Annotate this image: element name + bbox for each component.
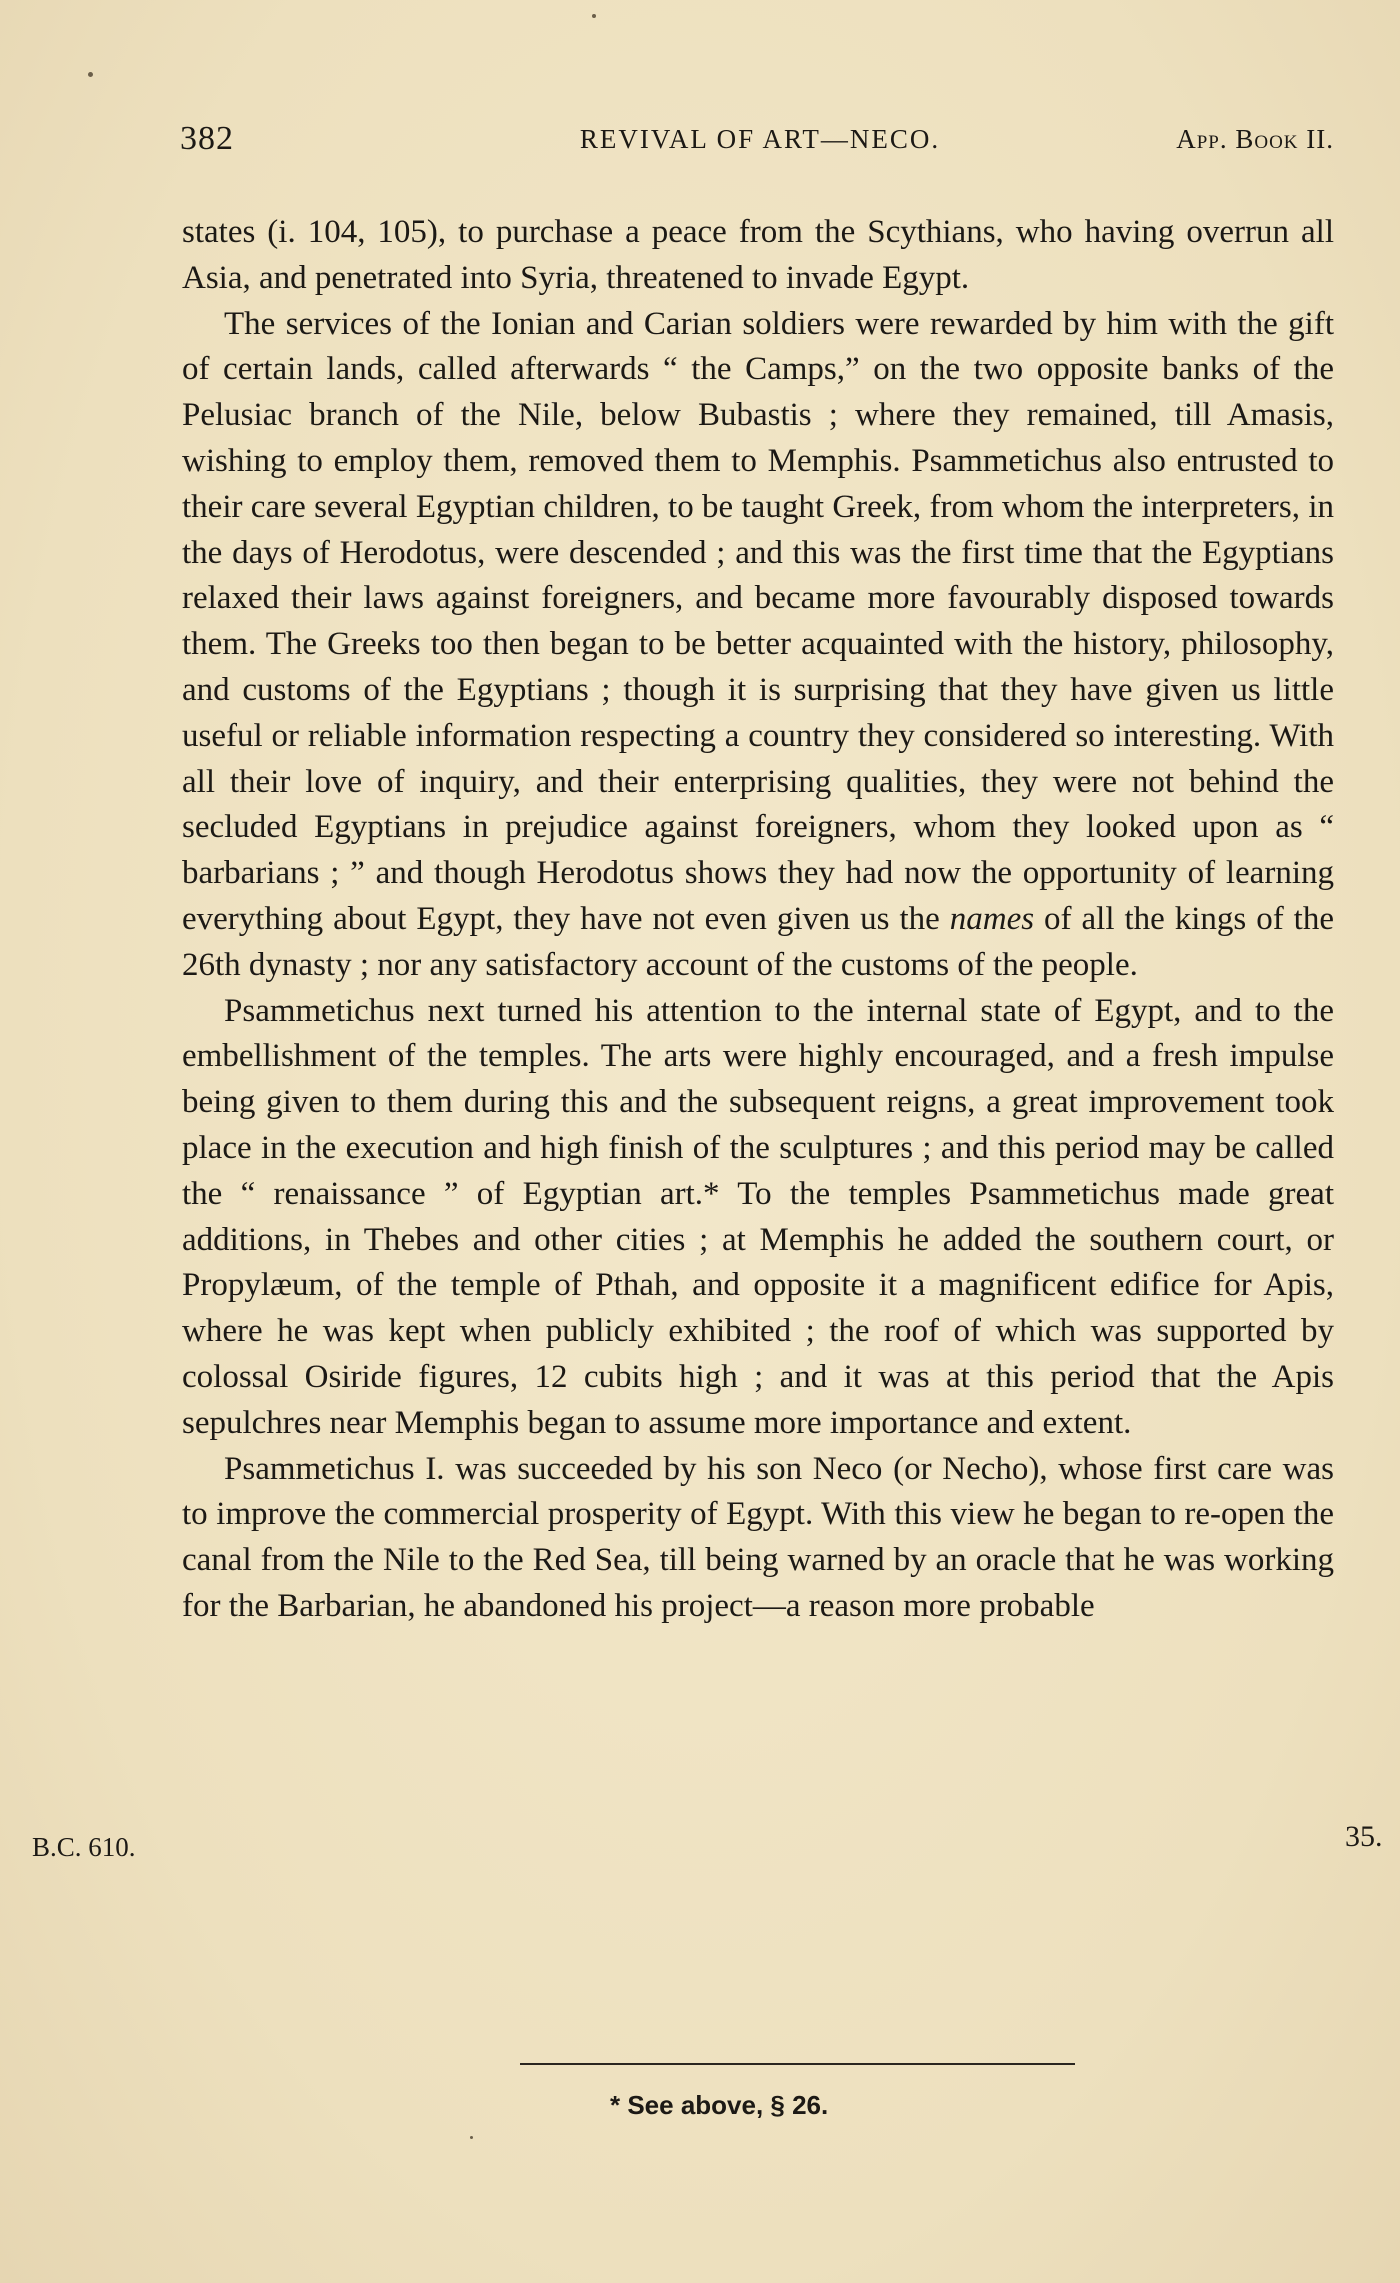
margin-number: 35. xyxy=(1345,1820,1383,1853)
italic-emphasis: names xyxy=(949,900,1035,937)
paper-speck xyxy=(88,72,93,77)
margin-date: B.C. 610. xyxy=(32,1832,136,1862)
paragraph-internal-state: Psammetichus next turned his attention to the internal state of Egypt, and to the embellishment of the temples. The arts were highly encouraged, and a fresh impulse being given to them during this and the subsequent reigns, a great improvement took place in the execution and high finish of the sculptures ; and this period may be called the “ renaissance ” of Egyptian art.* To the temples Psammetichus made great additions, in Thebes and other cities ; at Memphis he added the southern court, or Propylæum, of the temple of Pthah, and opposite it a magnificent edifice for Apis, where he was kept when publicly exhibited ; the roof of which was supported by colossal Osiride figures, 12 cubits high ; and it was at this period that the Apis sepulchres near Memphis began to assume more importance and extent. xyxy=(182,992,1334,1441)
paper-speck xyxy=(592,14,596,18)
page-number: 382 xyxy=(180,120,234,157)
paragraph-text: The services of the Ionian and Carian soldiers were rewarded by him with the gift of certain lands, called afterwards “ the Camps,” on the two opposite banks of the Pelusiac branch of the Nile, below Bubastis ; where they remained, till Amasis, wishing to employ them, removed them to Memphis. Psammetichus also entrusted to their care several Egyptian children, to be taught Greek, from whom the interpreters, in the days of Herodotus, were descended ; and this was the first time that the Egyptians relaxed their laws against foreigners, and became more favourably disposed towards them. The Greeks too then began to be better acquainted with the history, philosophy, and customs of the Egyptians ; though it is surprising that they have given us little useful or reliable information respecting a country they considered so interesting. With all their love of inquiry, and their enterprising qualities, they were not behind the secluded Egyptians in prejudice against foreigners, whom they looked upon as “ barbarians ; ” and though Herodotus shows they had now the opportunity of learning everything about Egypt, they have not even given us the xyxy=(182,305,1334,937)
page-header xyxy=(180,120,1340,180)
running-title: REVIVAL OF ART—NECO. xyxy=(579,124,941,154)
footnote: * See above, § 26. xyxy=(610,2090,829,2120)
body-text xyxy=(182,210,1334,1630)
paragraph-ionian-carian xyxy=(182,302,1334,989)
paragraph-neco: Psammetichus I. was succeeded by his son Neco (or Necho), whose first care was to improve the commercial prosperity of Egypt. With this view he began to re-open the canal from the Nile to the Red Sea, till being warned by an oracle that he was working for the Barbarian, he abandoned his project—a reason more probable xyxy=(182,1450,1334,1624)
paragraph-text-continued: of all the kings of the 26th dynasty ; nor any satisfactory account of the customs of the people. xyxy=(182,900,1334,983)
section-reference: App. Book II. xyxy=(1176,124,1334,154)
paragraph-continuation: states (i. 104, 105), to purchase a peace from the Scythians, who having overrun all Asia, and penetrated into Syria, threatened to invade Egypt. xyxy=(182,214,1334,296)
footnote-rule xyxy=(520,2063,1075,2065)
paper-speck xyxy=(470,2136,473,2139)
